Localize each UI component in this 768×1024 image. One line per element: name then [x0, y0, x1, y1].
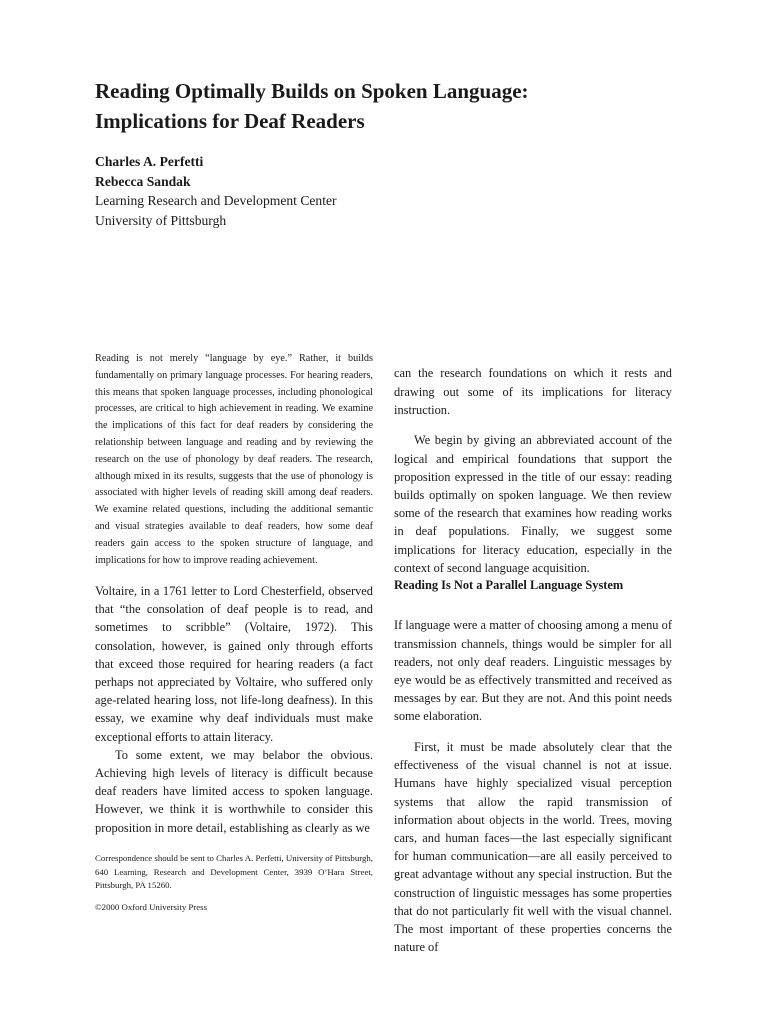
title-line-1: Reading Optimally Builds on Spoken Language: — [95, 79, 529, 103]
section-heading: Reading Is Not a Parallel Language System — [394, 578, 624, 592]
author-name-1: Charles A. Perfetti — [95, 154, 204, 169]
body-right-column-top — [394, 352, 672, 589]
section-paragraph-1: If language were a matter of choosing among a menu of transmission channels, things would be simpler for all readers, not only deaf readers. Linguistic messages by eye would be as effectively transmitted and received as messages by ear. But they are not. And this point needs some elaboration. — [394, 618, 672, 724]
footnote — [95, 852, 373, 914]
article-title — [95, 76, 715, 136]
author-name-2: Rebecca Sandak — [95, 173, 191, 189]
body-right-column-section — [394, 604, 672, 969]
body-paragraph-1: Voltaire, in a 1761 letter to Lord Chesterfield, observed that “the consolation of deaf people is to read, and sometimes to scribble” (Voltaire, 1972). This consolation, however, is gained only through efforts that exceed those required for hearing readers (a fact perhaps not appreciated by Voltaire, who suffered only age-related hearing loss, not life-long deafness). In this essay, we examine why deaf individuals must make exceptional efforts to attain literacy. — [95, 584, 373, 744]
body-left-column — [95, 582, 373, 837]
affiliation-1: Learning Research and Development Center — [95, 193, 337, 209]
body-paragraph-4: We begin by giving an abbreviated account of the logical and empirical foundations that support the proposition expressed in the title of our essay: reading builds optimally on spoken language. We then review some of the research that examines how reading works in deaf populations. Finally, we suggest some implications for literacy education, especially in the context of second language acquisition. — [394, 433, 672, 575]
affiliation-2: University of Pittsburgh — [95, 212, 227, 228]
copyright-notice: ©2000 Oxford University Press — [95, 901, 207, 912]
correspondence-note: Correspondence should be sent to Charles A. Perfetti, University of Pittsburgh, 640 Learning, Research and Development Center, 3939 O’Hara Street, Pittsburgh, PA 15260. — [95, 853, 373, 891]
abstract: Reading is not merely “language by eye.” Rather, it builds fundamentally on primary language processes. For hearing readers, this means that spoken language processes, including phonological processes, are critical to high achievement in reading. We examine the implications of this fact for deaf readers by considering the relationship between language and reading and by reviewing the research on the use of phonology by deaf readers. The research, although mixed in its results, suggests that the use of phonology is associated with higher levels of reading skill among deaf readers. We examine related questions, including the additional semantic and visual strategies available to deaf readers, how some deaf readers gain access to the spoken structure of language, and implications for how to improve reading achievement. — [95, 353, 373, 566]
body-paragraph-2: To some extent, we may belabor the obvious. Achieving high levels of literacy is difficult because deaf readers have limited access to spoken language. However, we think it is worthwhile to consider this proposition in more detail, establishing as clearly as we — [95, 747, 373, 835]
title-line-2: Implications for Deaf Readers — [95, 109, 365, 133]
body-paragraph-3: can the research foundations on which it rests and drawing out some of its implications for literacy instruction. — [394, 366, 672, 417]
author-block — [95, 152, 595, 230]
section-paragraph-2: First, it must be made absolutely clear that the effectiveness of the visual channel is not at issue. Humans have highly specialized visual perception systems that allow the rapid transmission of information about objects in the world. Trees, moving cars, and human faces—the last especially significant for human communication—are all easily perceived to great advantage without any special instruction. But the construction of linguistic messages has some properties that do not particularly fit well with the visual channel. The most important of these properties concerns the nature of — [394, 740, 672, 955]
